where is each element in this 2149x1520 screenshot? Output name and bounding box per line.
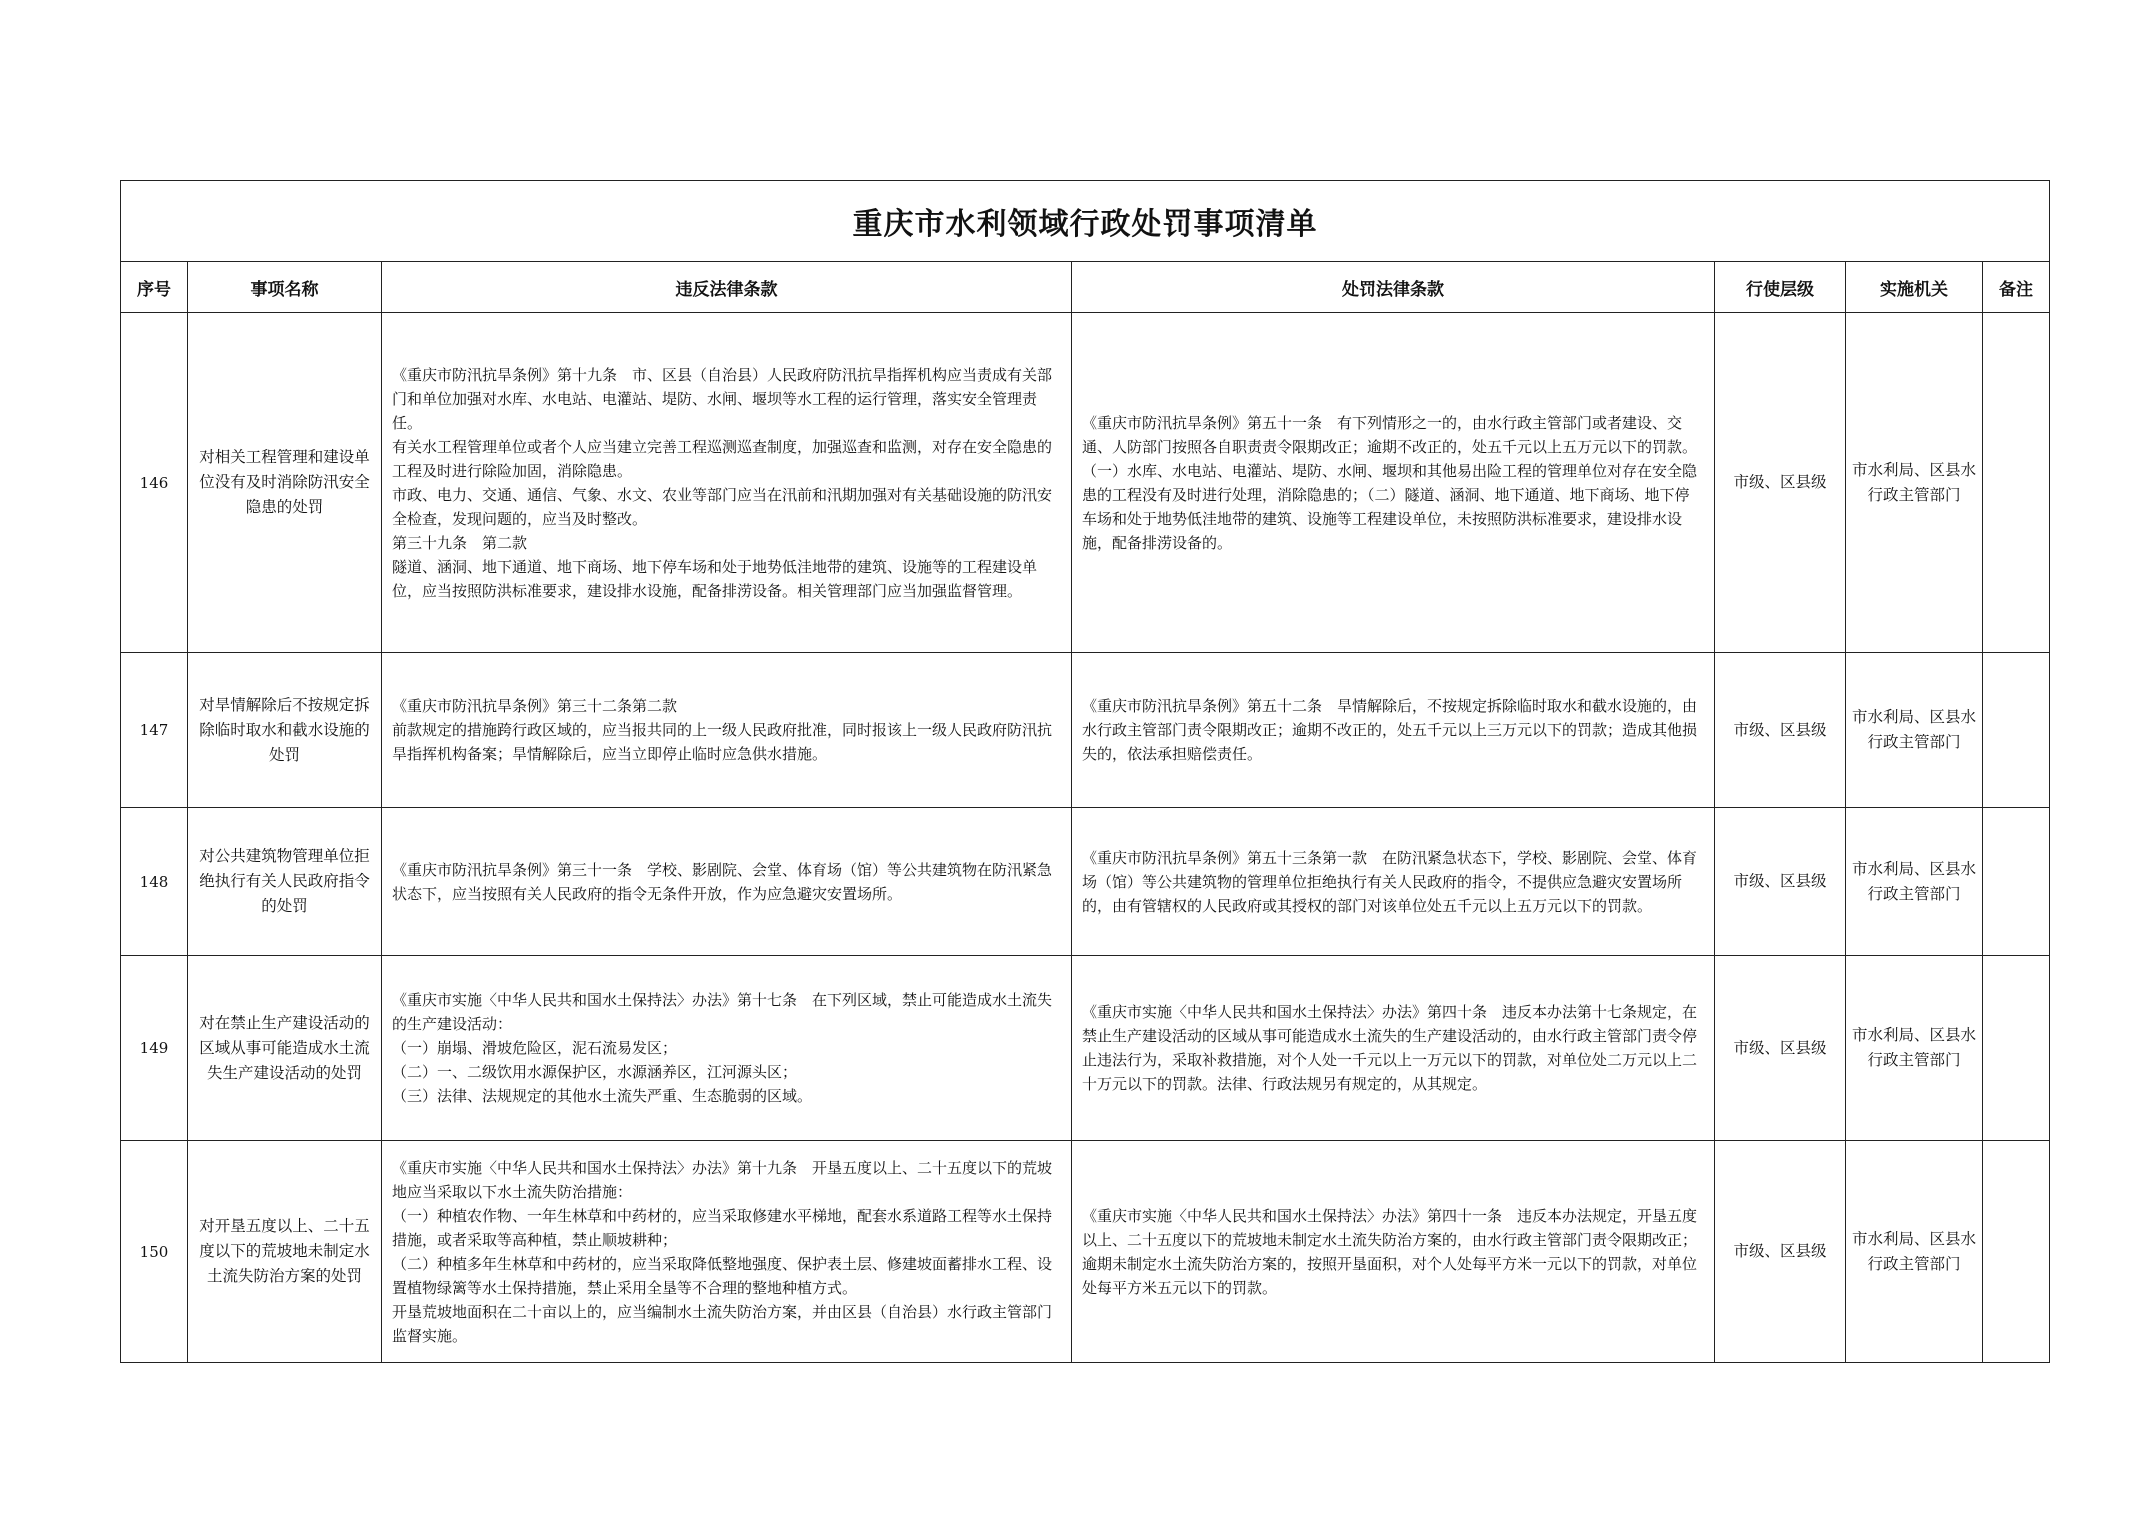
row-org: 市水利局、区县水行政主管部门: [1846, 313, 1983, 653]
row-level: 市级、区县级: [1715, 653, 1846, 808]
header-remark: 备注: [1983, 262, 2050, 313]
row-item-name: 对公共建筑物管理单位拒绝执行有关人民政府指令的处罚: [188, 808, 382, 956]
header-violation: 违反法律条款: [382, 262, 1072, 313]
header-name: 事项名称: [188, 262, 382, 313]
clause-paragraph: 《重庆市实施〈中华人民共和国水土保持法〉办法》第四十条 违反本办法第十七条规定，在禁止生产建设活动的区域从事可能造成水土流失的生产建设活动的，由水行政主管部门责令停止违法行为，采取补救措施，对个人处一千元以上一万元以下的罚款，对单位处二万元以上二十万元以下的罚款。法律、行政法规另有规定的，从其规定。: [1082, 1003, 1698, 1093]
clause-paragraph: 前款规定的措施跨行政区域的，应当报共同的上一级人民政府批准，同时报该上一级人民政府防汛抗旱指挥机构备案；旱情解除后，应当立即停止临时应急供水措施。: [392, 721, 1053, 763]
row-violation-clause: [382, 653, 1072, 808]
clause-paragraph: 《重庆市防汛抗旱条例》第十九条 市、区县（自治县）人民政府防汛抗旱指挥机构应当责成有关部门和单位加强对水库、水电站、电灌站、堤防、水闸、堰坝等水工程的运行管理，落实安全管理责任。: [392, 365, 1053, 432]
row-item-name: 对相关工程管理和建设单位没有及时消除防汛安全隐患的处罚: [188, 313, 382, 653]
row-seq: 148: [121, 808, 188, 956]
header-org: 实施机关: [1846, 262, 1983, 313]
row-item-name: 对在禁止生产建设活动的区域从事可能造成水土流失生产建设活动的处罚: [188, 956, 382, 1141]
row-penalty-clause: [1072, 1141, 1715, 1363]
clause-paragraph: 《重庆市防汛抗旱条例》第三十一条 学校、影剧院、会堂、体育场（馆）等公共建筑物在防汛紧急状态下，应当按照有关人民政府的指令无条件开放，作为应急避灾安置场所。: [392, 860, 1053, 903]
table-row: [121, 808, 2050, 956]
table-row: [121, 1141, 2050, 1363]
row-violation-clause: [382, 956, 1072, 1141]
row-level: 市级、区县级: [1715, 1141, 1846, 1363]
clause-paragraph: 隧道、涵洞、地下通道、地下商场、地下停车场和处于地势低洼地带的建筑、设施等的工程建设单位，应当按照防洪标准要求，建设排水设施，配备排涝设备。相关管理部门应当加强监督管理。: [392, 557, 1038, 600]
header-row: [121, 262, 2050, 313]
row-seq: 146: [121, 313, 188, 653]
row-remark: [1983, 956, 2050, 1141]
row-org: 市水利局、区县水行政主管部门: [1846, 653, 1983, 808]
clause-paragraph: 《重庆市实施〈中华人民共和国水土保持法〉办法》第四十一条 违反本办法规定，开垦五度以上、二十五度以下的荒坡地未制定水土流失防治方案的，由水行政主管部门责令限期改正；逾期未制定水土流失防治方案的，按照开垦面积，对个人处每平方米一元以下的罚款，对单位处每平方米五元以下的罚款。: [1082, 1206, 1698, 1297]
clause-paragraph: （二）一、二级饮用水源保护区，水源涵养区，江河源头区；: [392, 1063, 798, 1081]
clause-paragraph: 《重庆市防汛抗旱条例》第五十二条 旱情解除后，不按规定拆除临时取水和截水设施的，由水行政主管部门责令限期改正；逾期不改正的，处五千元以上三万元以下的罚款；造成其他损失的，依法承担赔偿责任。: [1082, 697, 1698, 763]
clause-paragraph: （一）种植农作物、一年生林草和中药材的，应当采取修建水平梯地，配套水系道路工程等水土保持措施，或者采取等高种植，禁止顺坡耕种；: [392, 1206, 1053, 1249]
clause-paragraph: （三）法律、法规规定的其他水土流失严重、生态脆弱的区域。: [392, 1087, 813, 1105]
row-level: 市级、区县级: [1715, 808, 1846, 956]
row-seq: 149: [121, 956, 188, 1141]
penalty-table: [120, 180, 2050, 1363]
document-sheet: [120, 180, 2049, 1363]
header-seq: 序号: [121, 262, 188, 313]
row-org: 市水利局、区县水行政主管部门: [1846, 808, 1983, 956]
document-title: 重庆市水利领域行政处罚事项清单: [121, 181, 2050, 262]
row-violation-clause: [382, 808, 1072, 956]
clause-paragraph: 市政、电力、交通、通信、气象、水文、农业等部门应当在汛前和汛期加强对有关基础设施的防汛安全检查，发现问题的，应当及时整改。: [392, 485, 1053, 528]
row-level: 市级、区县级: [1715, 313, 1846, 653]
row-remark: [1983, 1141, 2050, 1363]
clause-paragraph: 《重庆市防汛抗旱条例》第五十一条 有下列情形之一的，由水行政主管部门或者建设、交通、人防部门按照各自职责责令限期改正；逾期不改正的，处五千元以上五万元以下的罚款。（一）水库、水电站、电灌站、堤防、水闸、堰坝和其他易出险工程的管理单位对存在安全隐患的工程没有及时进行处理，消除隐患的；（二）隧道、涵洞、地下通道、地下商场、地下停车场和处于地势低洼地带的建筑、设施等工程建设单位，未按照防洪标准要求，建设排水设施，配备排涝设备的。: [1082, 413, 1698, 552]
clause-paragraph: 有关水工程管理单位或者个人应当建立完善工程巡测巡查制度，加强巡查和监测，对存在安全隐患的工程及时进行除险加固，消除隐患。: [392, 437, 1053, 480]
table-row: [121, 956, 2050, 1141]
header-level: 行使层级: [1715, 262, 1846, 313]
table-row: [121, 653, 2050, 808]
row-remark: [1983, 808, 2050, 956]
row-seq: 150: [121, 1141, 188, 1363]
clause-paragraph: （二）种植多年生林草和中药材的，应当采取降低整地强度、保护表土层、修建坡面蓄排水工程、设置植物绿篱等水土保持措施，禁止采用全垦等不合理的整地种植方式。: [392, 1254, 1053, 1297]
clause-paragraph: 《重庆市实施〈中华人民共和国水土保持法〉办法》第十七条 在下列区域，禁止可能造成水土流失的生产建设活动：: [392, 991, 1053, 1033]
row-penalty-clause: [1072, 653, 1715, 808]
row-org: 市水利局、区县水行政主管部门: [1846, 1141, 1983, 1363]
row-violation-clause: [382, 313, 1072, 653]
row-item-name: 对旱情解除后不按规定拆除临时取水和截水设施的处罚: [188, 653, 382, 808]
row-item-name: 对开垦五度以上、二十五度以下的荒坡地未制定水土流失防治方案的处罚: [188, 1141, 382, 1363]
clause-paragraph: 《重庆市防汛抗旱条例》第三十二条第二款: [392, 697, 678, 715]
clause-paragraph: 第三十九条 第二款: [392, 533, 528, 552]
row-remark: [1983, 653, 2050, 808]
clause-paragraph: 开垦荒坡地面积在二十亩以上的，应当编制水土流失防治方案，并由区县（自治县）水行政主管部门监督实施。: [392, 1302, 1053, 1345]
clause-paragraph: 《重庆市实施〈中华人民共和国水土保持法〉办法》第十九条 开垦五度以上、二十五度以下的荒坡地应当采取以下水土流失防治措施：: [392, 1158, 1053, 1201]
header-penalty: 处罚法律条款: [1072, 262, 1715, 313]
row-seq: 147: [121, 653, 188, 808]
row-violation-clause: [382, 1141, 1072, 1363]
row-penalty-clause: [1072, 956, 1715, 1141]
row-remark: [1983, 313, 2050, 653]
row-org: 市水利局、区县水行政主管部门: [1846, 956, 1983, 1141]
clause-paragraph: 《重庆市防汛抗旱条例》第五十三条第一款 在防汛紧急状态下，学校、影剧院、会堂、体育场（馆）等公共建筑物的管理单位拒绝执行有关人民政府的指令，不提供应急避灾安置场所的，由有管辖权的人民政府或其授权的部门对该单位处五千元以上五万元以下的罚款。: [1082, 848, 1698, 915]
table-row: [121, 313, 2050, 653]
row-penalty-clause: [1072, 313, 1715, 653]
clause-paragraph: （一）崩塌、滑坡危险区，泥石流易发区；: [392, 1039, 678, 1057]
row-penalty-clause: [1072, 808, 1715, 956]
row-level: 市级、区县级: [1715, 956, 1846, 1141]
